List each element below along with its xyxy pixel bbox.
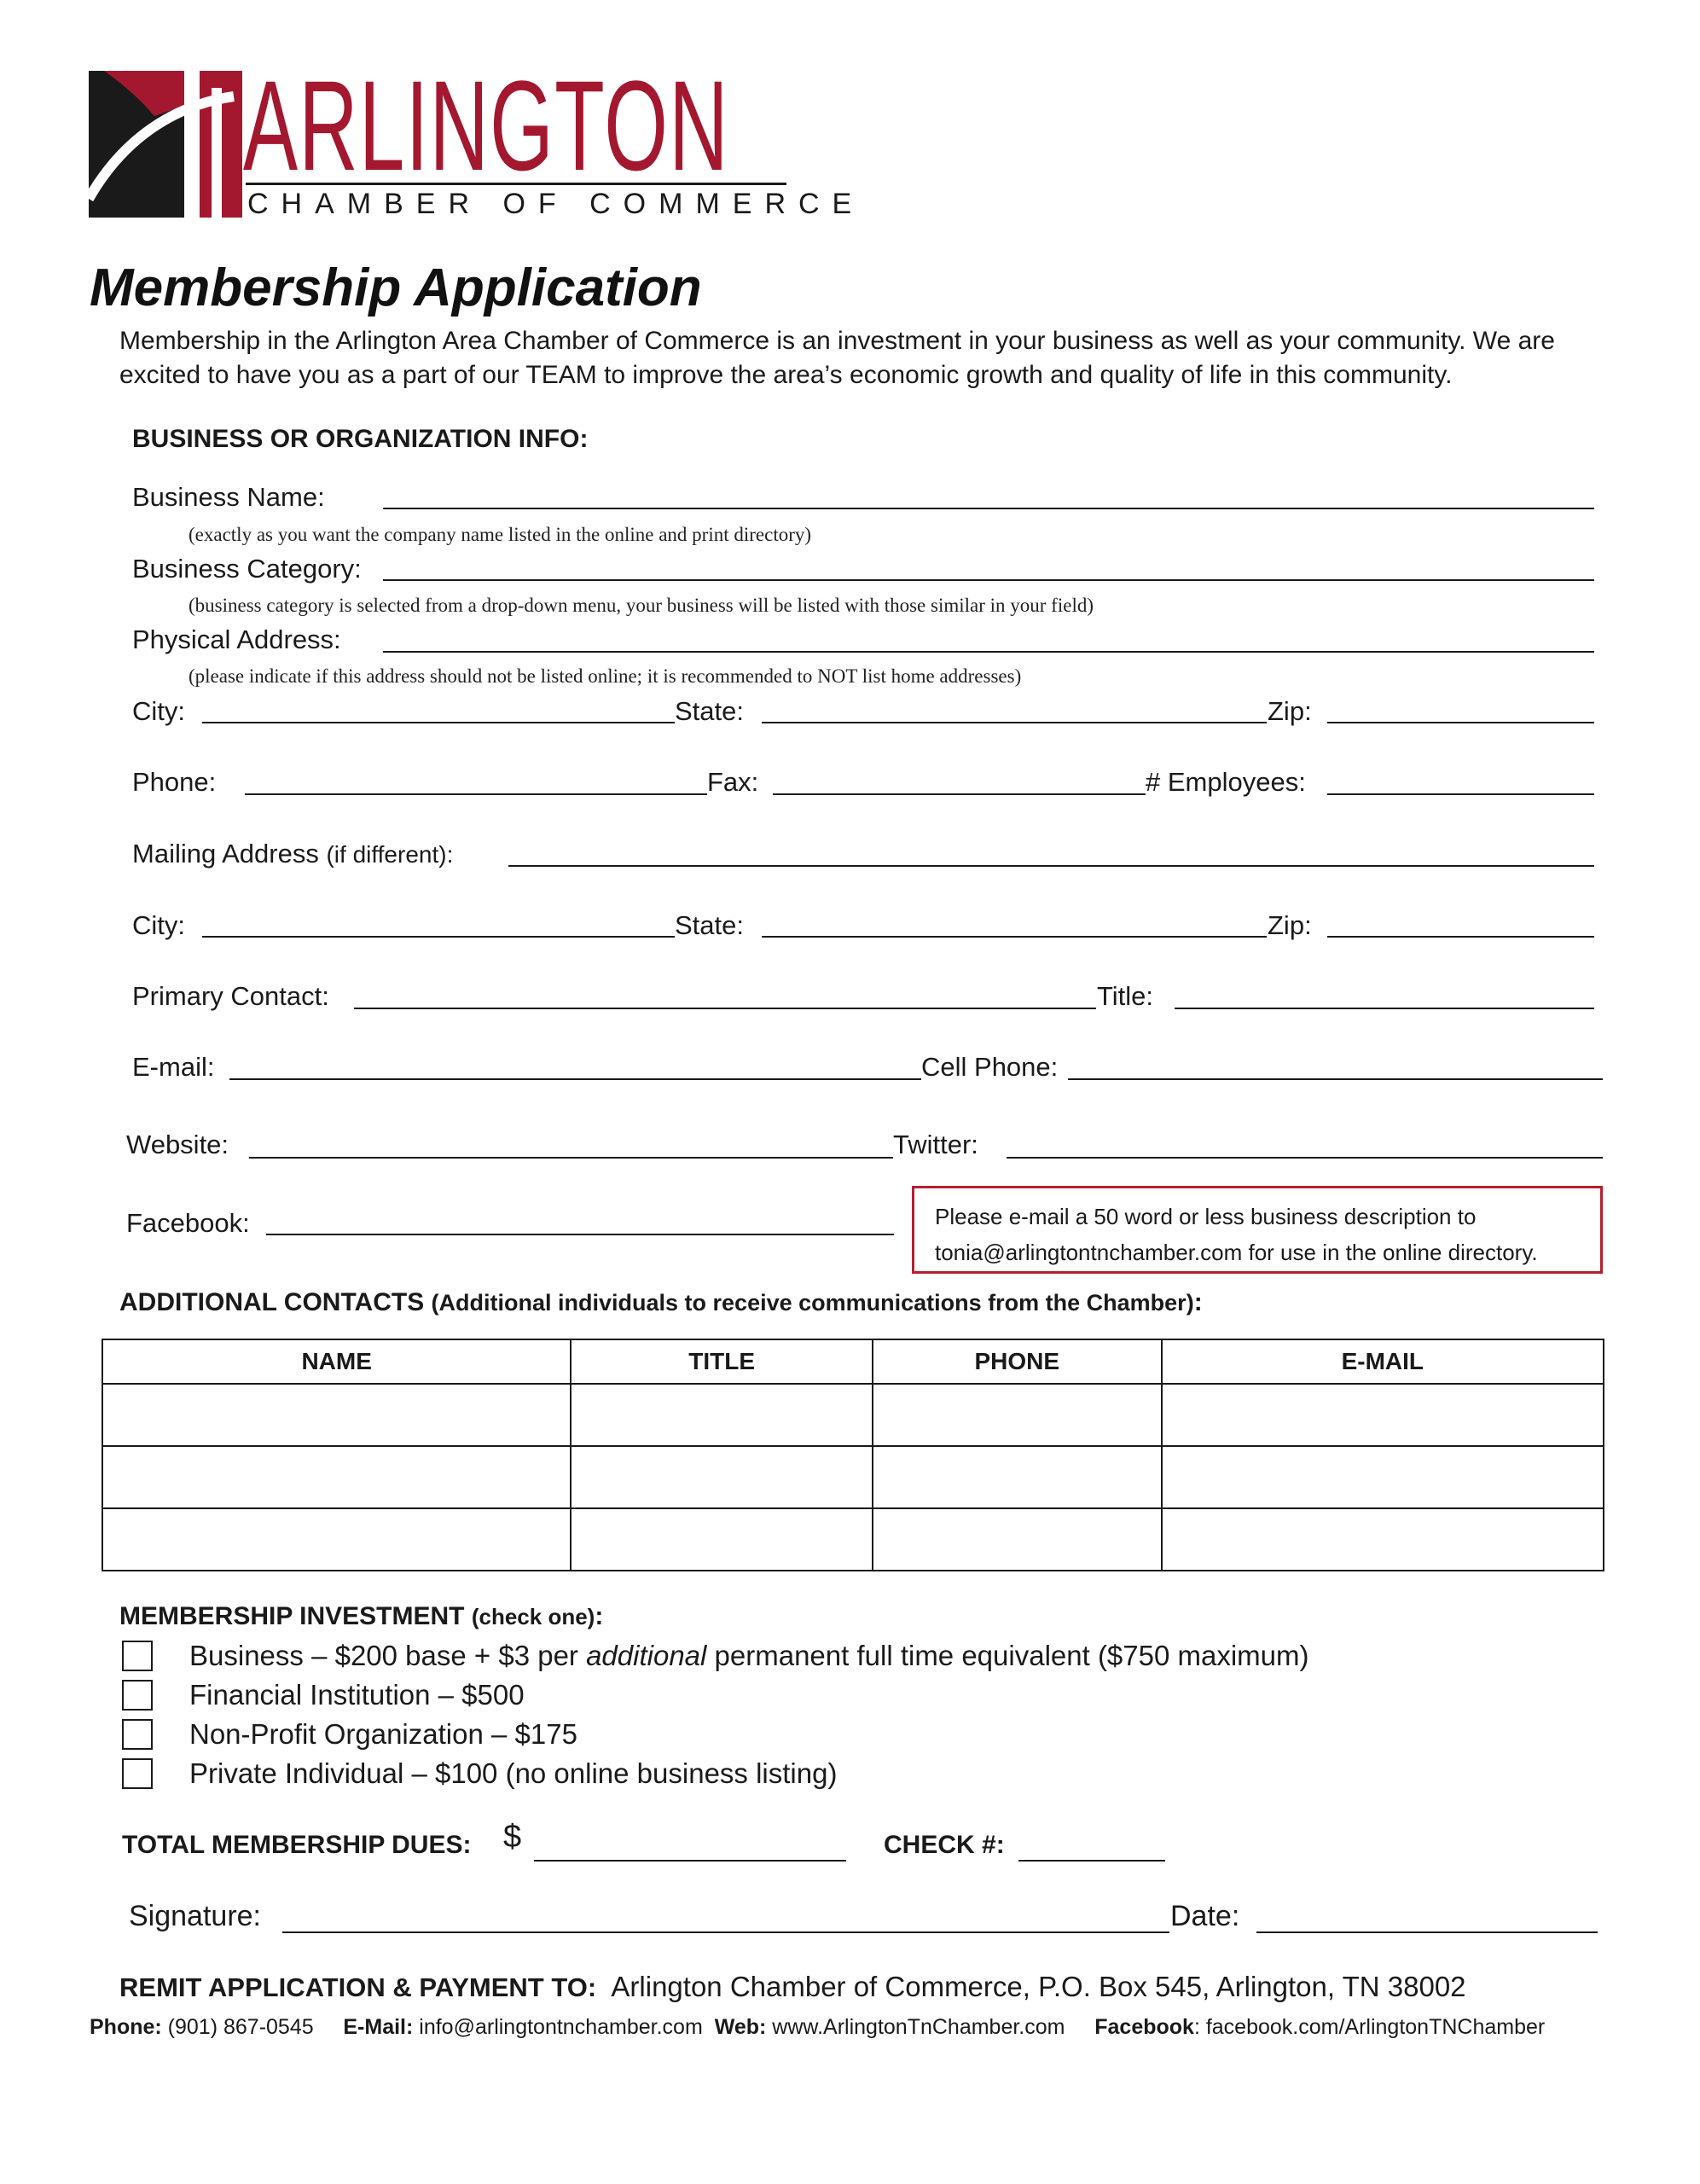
footer-web-label: Web: [714, 2015, 767, 2039]
page-title: Membership Application [90, 258, 702, 317]
mailing-address-label [132, 839, 453, 870]
phone-field[interactable] [245, 793, 707, 795]
non-profit-label: Non-Profit Organization – $175 [189, 1718, 577, 1750]
twitter-label: Twitter: [893, 1130, 978, 1159]
additional-contacts-heading [119, 1287, 1203, 1318]
table-header-row [102, 1339, 1604, 1384]
city2-label: City: [132, 910, 185, 940]
logo-rule [246, 183, 786, 185]
check-number-field[interactable] [1018, 1860, 1165, 1862]
total-dues-label: TOTAL MEMBERSHIP DUES: [122, 1831, 472, 1859]
currency-symbol: $ [503, 1819, 522, 1855]
description-notice [912, 1186, 1603, 1274]
contact-phone-cell[interactable] [873, 1446, 1162, 1508]
col-phone-header: PHONE [873, 1339, 1162, 1384]
business-option-emphasis: additional [586, 1640, 707, 1671]
mailing-address-field[interactable] [508, 865, 1594, 867]
business-category-field[interactable] [383, 579, 1594, 581]
zip-field[interactable] [1327, 722, 1594, 723]
footer-email-label: E-Mail: [343, 2015, 414, 2039]
contact-title-cell[interactable] [571, 1508, 873, 1571]
primary-contact-field[interactable] [354, 1008, 1096, 1009]
city-field[interactable] [202, 722, 675, 723]
membership-title: MEMBERSHIP INVESTMENT [119, 1602, 465, 1630]
city2-field[interactable] [202, 936, 675, 938]
zip2-field[interactable] [1327, 936, 1594, 938]
col-title-header: TITLE [571, 1339, 873, 1384]
contact-name-cell[interactable] [102, 1508, 571, 1571]
business-name-note: (exactly as you want the company name listed in the online and print directory) [189, 524, 812, 545]
remit-label: REMIT APPLICATION & PAYMENT TO: [119, 1972, 597, 2002]
footer-web[interactable]: www.ArlingtonTnChamber.com [772, 2015, 1065, 2039]
col-name-header: NAME [102, 1339, 571, 1384]
business-name-field[interactable] [383, 508, 1594, 509]
primary-contact-label: Primary Contact: [132, 981, 329, 1011]
table-row [102, 1508, 1604, 1571]
date-field[interactable] [1256, 1931, 1598, 1933]
title-field[interactable] [1175, 1008, 1594, 1009]
logo-subtitle: CHAMBER OF COMMERCE [247, 188, 865, 220]
cell-phone-label: Cell Phone: [921, 1052, 1059, 1082]
footer-phone-label: Phone: [90, 2015, 162, 2039]
additional-contacts-colon: : [1193, 1288, 1203, 1316]
state2-label: State: [675, 910, 744, 940]
zip2-label: Zip: [1268, 910, 1312, 940]
additional-contacts-table [102, 1339, 1604, 1571]
table-row [102, 1384, 1604, 1446]
col-email-header: E-MAIL [1162, 1339, 1604, 1384]
business-option-text-b: permanent full time equivalent ($750 maximum) [706, 1640, 1309, 1671]
physical-address-note: (please indicate if this address should not be listed online; it is recommended to NOT list home addresses) [189, 665, 1022, 687]
physical-address-field[interactable] [383, 651, 1594, 653]
contact-email-cell[interactable] [1162, 1508, 1604, 1571]
remit-address: Arlington Chamber of Commerce, P.O. Box 545, Arlington, TN 38002 [611, 1971, 1466, 2002]
notice-line-1: Please e-mail a 50 word or less business description to [935, 1204, 1477, 1229]
signature-field[interactable] [282, 1931, 1169, 1933]
contact-phone-cell[interactable] [873, 1508, 1162, 1571]
state2-field[interactable] [762, 936, 1267, 938]
business-checkbox[interactable] [122, 1641, 153, 1671]
facebook-label: Facebook: [126, 1208, 250, 1238]
check-number-label: CHECK #: [884, 1831, 1005, 1859]
business-info-heading: BUSINESS OR ORGANIZATION INFO: [132, 425, 589, 453]
total-dues-field[interactable] [534, 1860, 846, 1862]
twitter-field[interactable] [1007, 1157, 1603, 1159]
contact-email-cell[interactable] [1162, 1446, 1604, 1508]
contact-phone-cell[interactable] [873, 1384, 1162, 1446]
employees-label: # Employees: [1146, 767, 1306, 797]
financial-institution-label: Financial Institution – $500 [189, 1679, 525, 1711]
contact-title-cell[interactable] [571, 1384, 873, 1446]
website-field[interactable] [249, 1157, 893, 1159]
business-category-label: Business Category: [132, 554, 362, 584]
business-name-label: Business Name: [132, 482, 325, 512]
private-individual-label: Private Individual – $100 (no online business listing) [189, 1757, 838, 1789]
contact-title-cell[interactable] [571, 1446, 873, 1508]
email-field[interactable] [229, 1078, 921, 1080]
business-category-note: (business category is selected from a drop-down menu, your business will be listed with those similar in your field) [189, 595, 1094, 616]
contact-name-cell[interactable] [102, 1384, 571, 1446]
facebook-field[interactable] [266, 1234, 894, 1235]
business-option-label [189, 1639, 1309, 1673]
contact-email-cell[interactable] [1162, 1384, 1604, 1446]
contact-name-cell[interactable] [102, 1446, 571, 1508]
mailing-address-text: Mailing Address [132, 839, 319, 868]
state-field[interactable] [762, 722, 1267, 723]
non-profit-checkbox[interactable] [122, 1719, 153, 1750]
zip-label: Zip: [1268, 696, 1312, 726]
phone-label: Phone: [132, 767, 217, 797]
business-option-text-a: Business – $200 base + $3 per [189, 1640, 587, 1671]
fax-field[interactable] [773, 793, 1146, 795]
signature-label: Signature: [129, 1900, 261, 1932]
cell-phone-field[interactable] [1068, 1078, 1603, 1080]
additional-contacts-title: ADDITIONAL CONTACTS [119, 1288, 425, 1316]
intro-paragraph: Membership in the Arlington Area Chamber of Commerce is an investment in your business as well as your community. We are excited to have you as a part of our TEAM to improve the area’s economic growth and quality of life in this community. [119, 327, 1555, 389]
membership-heading [119, 1601, 603, 1632]
website-label: Website: [126, 1130, 229, 1159]
footer-contact-line [90, 2015, 1545, 2040]
physical-address-label: Physical Address: [132, 624, 341, 654]
membership-colon: : [595, 1602, 604, 1630]
chamber-logo-mark [89, 71, 242, 218]
notice-line-2: tonia@arlingtontnchamber.com for use in the online directory. [935, 1240, 1538, 1265]
remit-line [119, 1972, 1466, 2003]
employees-field[interactable] [1327, 793, 1594, 795]
logo-wordmark: ARLINGTON [243, 54, 729, 197]
table-row [102, 1446, 1604, 1508]
state-label: State: [675, 696, 744, 726]
footer-facebook[interactable]: : facebook.com/ArlingtonTNChamber [1193, 2015, 1546, 2039]
footer-facebook-label: Facebook [1094, 2015, 1194, 2039]
footer-email[interactable]: info@arlingtontnchamber.com [419, 2015, 703, 2039]
date-label: Date: [1170, 1900, 1240, 1932]
footer-phone: (901) 867-0545 [167, 2015, 314, 2039]
private-individual-checkbox[interactable] [122, 1758, 153, 1789]
fax-label: Fax: [707, 767, 759, 797]
title-label: Title: [1097, 981, 1154, 1011]
email-label: E-mail: [132, 1052, 215, 1082]
financial-institution-checkbox[interactable] [122, 1680, 153, 1711]
mailing-address-note: (if different): [326, 841, 454, 868]
city-label: City: [132, 696, 185, 726]
additional-contacts-sub: (Additional individuals to receive communications from the Chamber) [431, 1290, 1194, 1316]
membership-sub: (check one) [471, 1604, 595, 1629]
